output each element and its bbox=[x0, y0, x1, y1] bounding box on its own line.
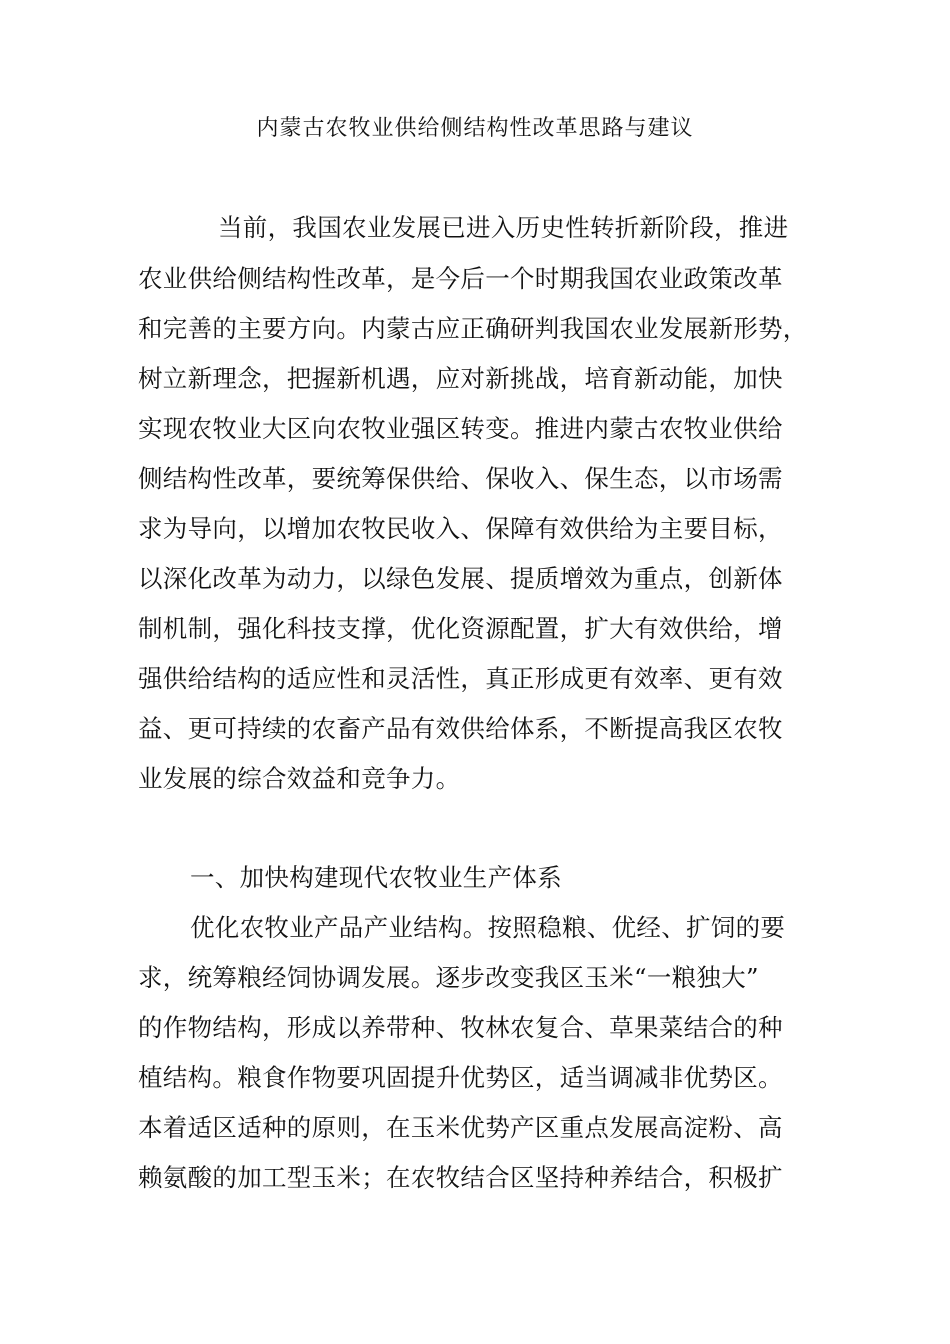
section-line: 植结构。粮食作物要巩固提升优势区，适当调减非优势区。 bbox=[138, 1063, 783, 1092]
document-title: 内蒙古农牧业供给侧结构性改革思路与建议 bbox=[256, 116, 694, 141]
intro-line: 当前，我国农业发展已进入历史性转折新阶段，推进 bbox=[218, 213, 789, 242]
intro-line: 强供给结构的适应性和灵活性，真正形成更有效率、更有效 bbox=[138, 664, 783, 693]
intro-line: 业发展的综合效益和竞争力。 bbox=[138, 764, 461, 793]
section-line: 本着适区适种的原则，在玉米优势产区重点发展高淀粉、高 bbox=[138, 1113, 783, 1142]
section-line: 的作物结构，形成以养带种、牧林农复合、草果菜结合的种 bbox=[138, 1013, 783, 1042]
section-line: 赖氨酸的加工型玉米；在农牧结合区坚持种养结合，积极扩 bbox=[138, 1163, 783, 1192]
intro-line: 农业供给侧结构性改革，是今后一个时期我国农业政策改革 bbox=[138, 264, 783, 293]
section-line: 优化农牧业产品产业结构。按照稳粮、优经、扩饲的要 bbox=[190, 913, 786, 942]
section-heading: 一、加快构建现代农牧业生产体系 bbox=[190, 863, 562, 892]
intro-line: 以深化改革为动力，以绿色发展、提质增效为重点，创新体 bbox=[138, 564, 783, 593]
intro-line: 实现农牧业大区向农牧业强区转变。推进内蒙古农牧业供给 bbox=[138, 414, 783, 443]
intro-line: 求为导向，以增加农牧民收入、保障有效供给为主要目标， bbox=[138, 514, 783, 543]
intro-line: 和完善的主要方向。内蒙古应正确研判我国农业发展新形势， bbox=[138, 314, 808, 343]
intro-line: 侧结构性改革，要统筹保供给、保收入、保生态，以市场需 bbox=[138, 464, 783, 493]
intro-line: 益、更可持续的农畜产品有效供给体系，不断提高我区农牧 bbox=[138, 714, 783, 743]
section-line: 求，统筹粮经饲协调发展。逐步改变我区玉米“一粮独大” bbox=[138, 963, 759, 992]
intro-line: 制机制，强化科技支撑，优化资源配置，扩大有效供给，增 bbox=[138, 614, 783, 643]
intro-line: 树立新理念，把握新机遇，应对新挑战，培育新动能，加快 bbox=[138, 364, 783, 393]
